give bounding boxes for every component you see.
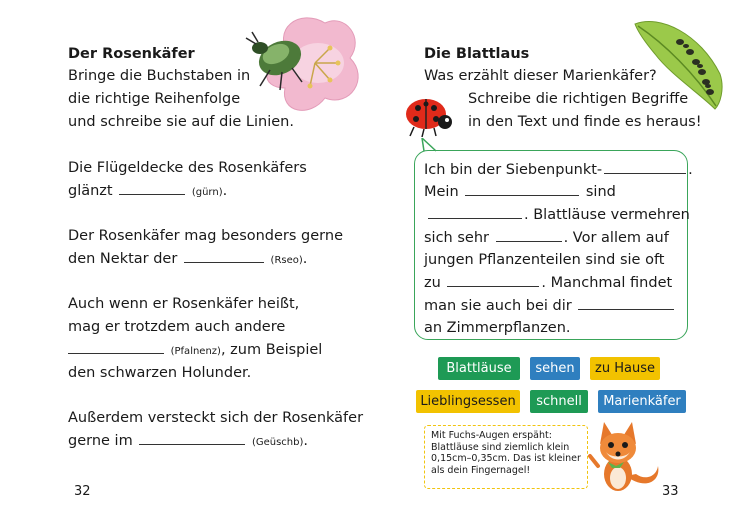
tip-line-3: 0,15cm–0,35cm. Das ist kleiner xyxy=(431,453,581,464)
q1-line-2 xyxy=(68,181,227,203)
bubble-text-2: Mein xyxy=(424,184,459,200)
word-tag-lieblingsessen[interactable]: Lieblingsessen xyxy=(416,390,520,413)
speech-bubble-pointer xyxy=(420,138,442,152)
bubble-end-1: . xyxy=(688,162,693,178)
tip-line-1: Mit Fuchs-Augen erspäht: xyxy=(431,430,552,441)
q2-hint: (Rseo) xyxy=(270,255,303,266)
tip-line-2: Blattläuse sind ziemlich klein xyxy=(431,441,570,453)
ladybug-illustration xyxy=(400,94,458,138)
q4-text: gerne im xyxy=(68,433,133,449)
word-tag-sehen[interactable]: sehen xyxy=(530,357,580,380)
bubble-end-4: . Vor allem auf xyxy=(563,230,669,246)
bubble-line-6 xyxy=(424,273,672,293)
answer-line-q4[interactable] xyxy=(139,432,245,445)
word-tag-schnell[interactable]: schnell xyxy=(530,390,588,413)
fox-illustration xyxy=(586,416,666,496)
fox-tip-box xyxy=(424,425,588,489)
bubble-line-1 xyxy=(424,160,693,180)
answer-line-b1[interactable] xyxy=(604,161,686,174)
tip-line-4: als dein Fingernagel! xyxy=(431,464,531,476)
q3-line-3 xyxy=(68,340,322,362)
right-title: Die Blattlaus xyxy=(424,46,530,62)
bubble-end-2: sind xyxy=(585,184,616,200)
right-question: Was erzählt dieser Marienkäfer? xyxy=(424,68,657,84)
q4-hint: (Geüschb) xyxy=(251,437,304,448)
q1-hint: (gürn) xyxy=(191,187,223,198)
bubble-line-2 xyxy=(424,182,616,202)
bubble-text-3: . Blattläuse vermehren xyxy=(524,207,690,223)
bubble-line-3 xyxy=(424,205,690,225)
q2-line-1: Der Rosenkäfer mag besonders gerne xyxy=(68,228,343,244)
bubble-text-4: sich sehr xyxy=(424,230,489,246)
intro-line-3: und schreibe sie auf die Linien. xyxy=(68,114,294,130)
bubble-end-6: . Manchmal findet xyxy=(541,275,673,291)
q1-text: glänzt xyxy=(68,183,113,199)
answer-line-b7[interactable] xyxy=(578,297,674,310)
bubble-text-1: Ich bin der Siebenpunkt- xyxy=(424,162,603,178)
q4-line-2 xyxy=(68,431,308,453)
q3-line-1: Auch wenn er Rosenkäfer heißt, xyxy=(68,296,300,312)
answer-line-b4[interactable] xyxy=(496,229,562,242)
instruction-line-1: Schreibe die richtigen Begriffe xyxy=(468,91,689,107)
answer-line-b2[interactable] xyxy=(465,183,579,196)
bubble-line-8: an Zimmerpflanzen. xyxy=(424,320,571,336)
word-tag-blattlaeuse[interactable]: Blattläuse xyxy=(438,357,520,380)
rose-beetle-illustration xyxy=(230,8,370,120)
instruction-line-2: in den Text und finde es heraus! xyxy=(468,114,702,130)
q2-end: . xyxy=(302,251,308,267)
bubble-line-7 xyxy=(424,296,676,316)
page-number-right: 33 xyxy=(662,484,679,499)
answer-line-b6[interactable] xyxy=(447,274,539,287)
answer-line-q2[interactable] xyxy=(184,250,264,263)
answer-line-b3[interactable] xyxy=(428,206,522,219)
q3-line-4: den schwarzen Holunder. xyxy=(68,365,252,381)
left-title: Der Rosenkäfer xyxy=(68,46,195,62)
answer-line-q1[interactable] xyxy=(119,182,185,195)
q2-line-2 xyxy=(68,249,307,271)
page-number-left: 32 xyxy=(74,484,91,499)
bubble-text-6: zu xyxy=(424,275,441,291)
intro-line-1: Bringe die Buchstaben in xyxy=(68,68,251,84)
word-tag-marienkaefer[interactable]: Marienkäfer xyxy=(598,390,686,413)
word-tag-zu-hause[interactable]: zu Hause xyxy=(590,357,660,380)
q3-text: , zum Beispiel xyxy=(220,342,323,358)
answer-line-q3[interactable] xyxy=(68,341,164,354)
q1-line-1: Die Flügeldecke des Rosenkäfers xyxy=(68,160,307,176)
q1-end: . xyxy=(222,183,228,199)
q2-text: den Nektar der xyxy=(68,251,178,267)
bubble-line-4 xyxy=(424,228,669,248)
bubble-text-7: man sie auch bei dir xyxy=(424,298,572,314)
bubble-line-5: jungen Pflanzenteilen sind sie oft xyxy=(424,252,665,268)
intro-line-2: die richtige Reihenfolge xyxy=(68,91,241,107)
q3-hint: (Pfalnenz) xyxy=(170,346,221,357)
q3-line-2: mag er trotzdem auch andere xyxy=(68,319,286,335)
q4-end: . xyxy=(303,433,308,449)
q4-line-1: Außerdem versteckt sich der Rosenkäfer xyxy=(68,410,364,426)
